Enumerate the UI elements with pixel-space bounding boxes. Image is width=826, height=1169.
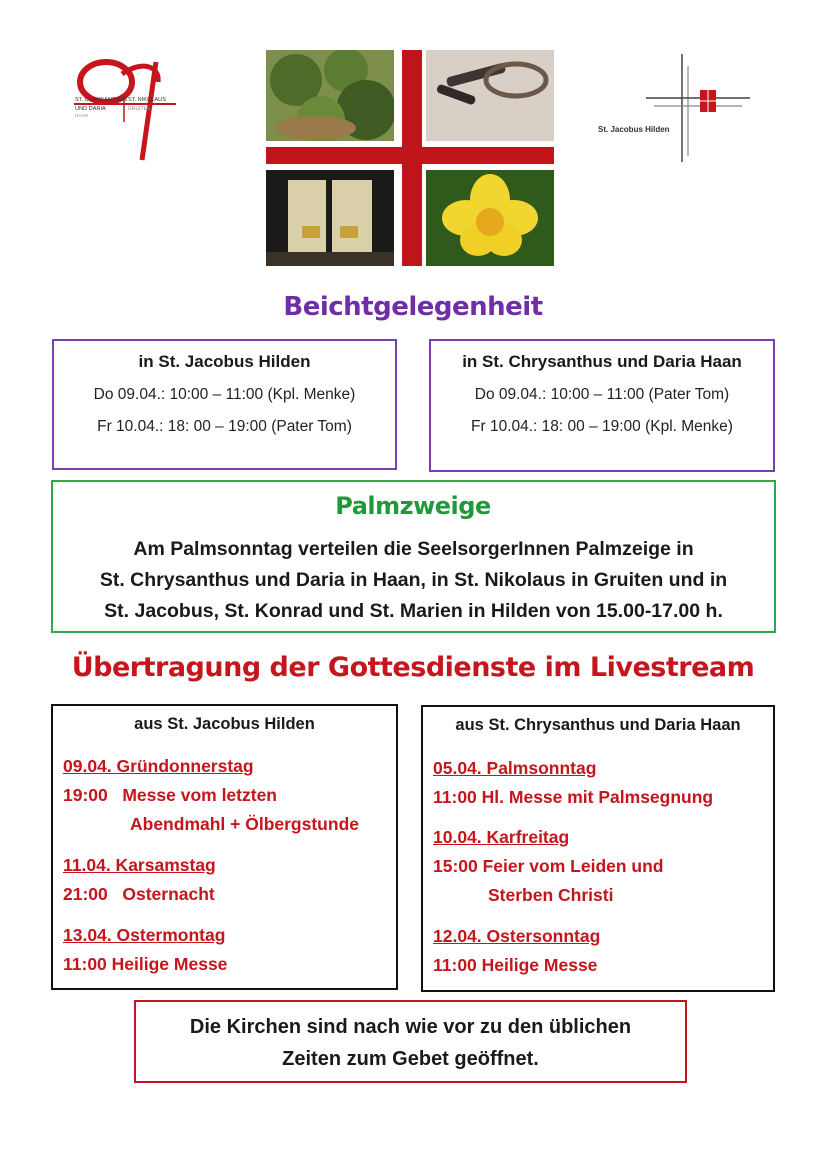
palm-text-line-2: St. Chrysanthus und Daria in Haan, in St. Nikolaus in Gruiten und in: [99, 569, 728, 591]
event-date: 13.04. Ostermontag: [63, 925, 226, 945]
confession-haan-friday: Fr 10.04.: 18: 00 – 19:00 (Kpl. Menke): [471, 418, 733, 435]
notice-line-2: Zeiten zum Gebet geöffnet.: [282, 1048, 539, 1070]
livestream-box-haan: [421, 705, 775, 992]
event-karfreitag: [433, 823, 767, 910]
confession-hilden-friday: Fr 10.04.: 18: 00 – 19:00 (Pater Tom): [97, 418, 352, 435]
livestream-box-hilden: [51, 704, 398, 990]
confession-box-haan-title: in St. Chrysanthus und Daria Haan: [462, 352, 742, 371]
chapel-interior-image: [266, 170, 394, 266]
logo-text-daria: UND DARIA: [75, 106, 106, 112]
palm-branches-heading: Palmzweige: [335, 492, 491, 520]
st-jacobus-logo: [590, 52, 760, 164]
confession-box-hilden-title: in St. Jacobus Hilden: [138, 352, 311, 371]
churches-open-notice: [134, 1000, 687, 1083]
event-description-cont: Sterben Christi: [488, 885, 614, 905]
event-gruendonnerstag: [63, 752, 390, 839]
event-date: 10.04. Karfreitag: [433, 827, 570, 847]
confession-haan-thursday: Do 09.04.: 10:00 – 11:00 (Pater Tom): [474, 386, 730, 403]
livestream-hilden-title: aus St. Jacobus Hilden: [134, 715, 315, 733]
event-date: 09.04. Gründonnerstag: [63, 756, 254, 776]
churches-open-text: [136, 1011, 685, 1075]
notice-line-1: Die Kirchen sind nach wie vor zu den üblichen: [189, 1016, 632, 1038]
event-date: 12.04. Ostersonntag: [433, 926, 601, 946]
event-time-description: 15:00 Feier vom Leiden und: [433, 856, 664, 876]
logo-text-gruiten: GRUITEN: [128, 106, 151, 112]
palm-text-line-3: St. Jacobus, St. Konrad und St. Marien in Hilden von 15.00-17.00 h.: [104, 600, 723, 622]
event-time-description: 11:00 Heilige Messe: [433, 955, 598, 975]
logo-text-haan: HAAN: [75, 113, 88, 118]
hero-collage: [266, 50, 554, 266]
livestream-heading: Übertragung der Gottesdienste im Livestream: [71, 652, 755, 683]
confession-heading: Beichtgelegenheit: [283, 292, 543, 322]
logo-text-st-jacobus: St. Jacobus Hilden: [598, 125, 670, 134]
parish-logo-haan-gruiten: [72, 52, 184, 164]
event-time: 21:00: [63, 884, 108, 904]
confession-box-hilden: [52, 339, 397, 470]
event-description: Messe vom letzten: [122, 785, 277, 805]
event-date: 05.04. Palmsonntag: [433, 758, 597, 778]
event-ostermontag: [63, 921, 390, 979]
logo-text-chrysanthus: ST. CHRYSANTHUS: [75, 97, 128, 103]
event-date: 11.04. Karsamstag: [63, 855, 216, 875]
daffodil-image: [426, 170, 554, 266]
palm-text-line-1: Am Palmsonntag verteilen die SeelsorgerInnen Palmzeige in: [133, 538, 694, 560]
event-ostersonntag: [433, 922, 767, 980]
red-cross-horizontal: [266, 147, 554, 164]
event-time: 19:00: [63, 785, 108, 805]
livestream-haan-title: aus St. Chrysanthus und Daria Haan: [455, 716, 741, 734]
event-time-description: 11:00 Heilige Messe: [63, 954, 228, 974]
confession-box-haan: [429, 339, 775, 472]
confession-hilden-thursday: Do 09.04.: 10:00 – 11:00 (Kpl. Menke): [93, 386, 356, 403]
event-time-description: 11:00 Hl. Messe mit Palmsegnung: [433, 787, 714, 807]
event-description-cont: Abendmahl + Ölbergstunde: [130, 814, 359, 834]
event-palmsonntag: [433, 754, 767, 812]
palm-branches-text: [53, 534, 774, 627]
palm-branches-image: [266, 50, 394, 141]
event-karsamstag: [63, 851, 390, 909]
event-description: Osternacht: [122, 884, 215, 904]
logo-text-nikolaus: ST. NIKOLAUS: [128, 97, 166, 103]
nails-crown-of-thorns-image: [426, 50, 554, 141]
